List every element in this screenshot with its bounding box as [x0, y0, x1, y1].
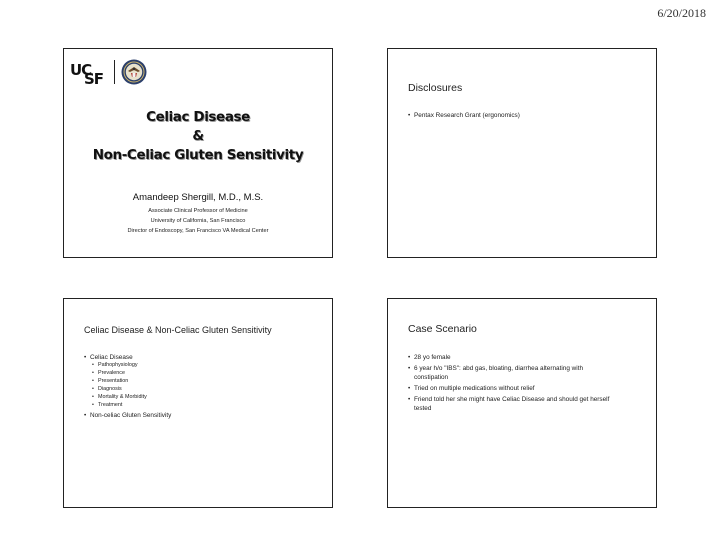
ucsf-logo: [70, 59, 112, 88]
slide-heading: Disclosures: [408, 82, 463, 94]
affiliation-line-2: University of California, San Francisco: [150, 218, 246, 224]
bullet-item: [408, 364, 642, 382]
sub-bullet-item: • Treatment: [92, 402, 318, 410]
logo-row: [70, 59, 147, 88]
ucsf-logo-sf: SF: [84, 70, 104, 88]
bullet-item: • Tried on multiple medications without relief: [408, 384, 642, 393]
bullet-item: [408, 395, 642, 413]
bullet-text-continued: constipation: [414, 374, 449, 381]
slide-title-card: [63, 48, 333, 258]
bullet-list: [408, 111, 642, 122]
slide-heading: Case Scenario: [408, 323, 477, 335]
va-seal-icon: [121, 59, 147, 85]
slide-case-scenario: [387, 298, 657, 508]
bullet-item: • Pentax Research Grant (ergonomics): [408, 111, 642, 120]
bullet-text-continued: tested: [414, 405, 432, 412]
author-name: Amandeep Shergill, M.D., M.S.: [132, 192, 264, 203]
title-line-3: Non-Celiac Gluten Sensitivity: [92, 147, 304, 163]
bullet-list: [408, 353, 642, 415]
title-line-2: &: [192, 128, 204, 144]
affiliation-line-3: Director of Endoscopy, San Francisco VA Medical Center: [127, 228, 269, 234]
slide-heading: Celiac Disease & Non-Celiac Gluten Sensitivity: [84, 325, 272, 335]
ucsf-logo-uc: UC: [70, 61, 92, 79]
sub-bullet-item: • Prevalence: [92, 370, 318, 378]
slide-disclosures: [387, 48, 657, 258]
bullet-list: [84, 353, 318, 422]
bullet-text: Friend told her she might have Celiac Disease and should get herself: [414, 396, 610, 403]
sub-bullet-item: • Presentation: [92, 378, 318, 386]
bullet-text: 6 year h/o "IBS": abd gas, bloating, diarrhea alternating with: [414, 365, 584, 372]
slide-outline: [63, 298, 333, 508]
bullet-item: • 28 yo female: [408, 353, 642, 362]
bullet-item: • Celiac Disease: [84, 353, 318, 362]
sub-bullet-item: • Pathophysiology: [92, 362, 318, 370]
sub-bullet-item: • Mortality & Morbidity: [92, 394, 318, 402]
logo-divider: [114, 60, 115, 84]
bullet-item: • Non-celiac Gluten Sensitivity: [84, 411, 318, 420]
sub-bullet-item: • Diagnosis: [92, 386, 318, 394]
page-date: 6/20/2018: [657, 6, 706, 20]
title-line-1: Celiac Disease: [146, 109, 250, 125]
presentation-title: [64, 108, 332, 165]
affiliation-line-1: Associate Clinical Professor of Medicine: [148, 208, 248, 214]
